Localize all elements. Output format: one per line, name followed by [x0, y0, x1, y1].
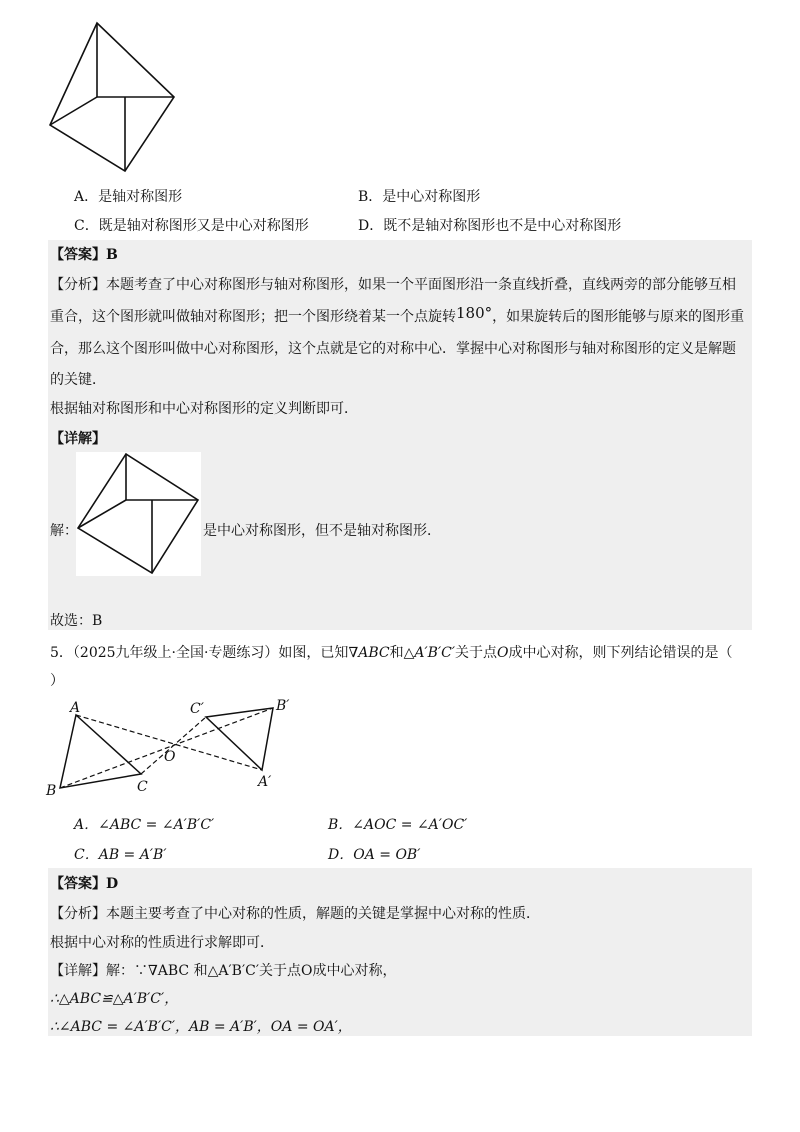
- q5-option-b: B．∠AOC = ∠A′OC′: [328, 817, 468, 833]
- q5-stem-close: ）: [50, 673, 64, 689]
- q5-answer: 【答案】D: [50, 876, 119, 892]
- q5-solution-block: [48, 868, 752, 1036]
- q4-figure-detail: [76, 452, 201, 576]
- q5-label-b-prime: B′: [276, 698, 290, 714]
- q5-analysis-line-2: 根据中心对称的性质进行求解即可．: [50, 935, 274, 951]
- q5-stem-part2: 关于点: [455, 645, 498, 661]
- q4-detail-suffix: 是中心对称图形，但不是轴对称图形．: [203, 523, 441, 539]
- q4-choice: 故选：B: [50, 613, 103, 629]
- q4-angle-180: 180°: [456, 304, 493, 322]
- q4-option-a: A．是轴对称图形: [74, 189, 183, 205]
- q5-stem-part3: 成中心对称，则下列结论错误的是（: [508, 645, 733, 661]
- q5-triangle-abc: ∇ABC: [348, 645, 390, 661]
- q5-detail-line-1: 【详解】解：∵∇ABC 和△A′B′C′关于点O成中心对称，: [50, 963, 397, 979]
- q5-stem: [50, 642, 733, 662]
- q5-triangle-abc-prime: △A′B′C′: [403, 645, 456, 661]
- q5-figure: [40, 695, 310, 805]
- q5-analysis-line-1: 【分析】本题主要考查了中心对称的性质，解题的关键是掌握中心对称的性质．: [50, 906, 540, 922]
- q4-option-c: C．既是轴对称图形又是中心对称图形: [74, 218, 309, 234]
- q4-option-b: B．是中心对称图形: [358, 189, 481, 205]
- q5-label-c-prime: C′: [190, 701, 204, 717]
- q5-option-c: C．AB = A′B′: [74, 847, 167, 863]
- q5-detail-line-3: ∴∠ABC = ∠A′B′C′，AB = A′B′，OA = OA′，: [50, 1019, 352, 1035]
- q5-label-o: O: [164, 749, 176, 765]
- q5-stem-part1: 5．（2025九年级上·全国·专题练习）如图，已知: [50, 645, 349, 661]
- q5-point-o: O: [497, 645, 509, 661]
- q4-detail-heading: 【详解】: [50, 431, 106, 447]
- q4-analysis-line-3: 合，那么这个图形叫做中心对称图形，这个点就是它的对称中心．掌握中心对称图形与轴对称图形的定义是解题: [50, 341, 736, 357]
- q4-answer: 【答案】B: [50, 247, 118, 263]
- q5-label-a: A: [70, 700, 81, 716]
- q4-analysis-line-2: [50, 306, 744, 326]
- q5-option-d: D．OA = OB′: [328, 847, 421, 863]
- q5-label-c: C: [137, 779, 148, 795]
- q4-analysis-line-1: 【分析】本题考查了中心对称图形与轴对称图形，如果一个平面图形沿一条直线折叠，直线两旁的部分能够互相: [50, 277, 736, 293]
- q5-option-a: A．∠ABC = ∠A′B′C′: [74, 817, 215, 833]
- q4-analysis-line-5: 根据轴对称图形和中心对称图形的定义判断即可．: [50, 401, 358, 417]
- q4-analysis-line-2b: ，如果旋转后的图形能够与原来的图形重: [492, 309, 745, 325]
- q4-analysis-line-4: 的关键．: [50, 372, 106, 388]
- q5-label-b: B: [46, 783, 57, 799]
- q4-figure-top: [48, 20, 178, 175]
- q5-and: 和: [389, 645, 404, 661]
- q4-detail-prefix: 解：: [50, 523, 78, 539]
- q4-analysis-line-2a: 重合，这个图形就叫做轴对称图形；把一个图形绕着某一个点旋转: [50, 309, 456, 325]
- q5-detail-line-2: ∴△ABC≌△A′B′C′，: [50, 991, 179, 1007]
- q5-label-a-prime: A′: [258, 774, 272, 790]
- q4-option-d: D．既不是轴对称图形也不是中心对称图形: [358, 218, 622, 234]
